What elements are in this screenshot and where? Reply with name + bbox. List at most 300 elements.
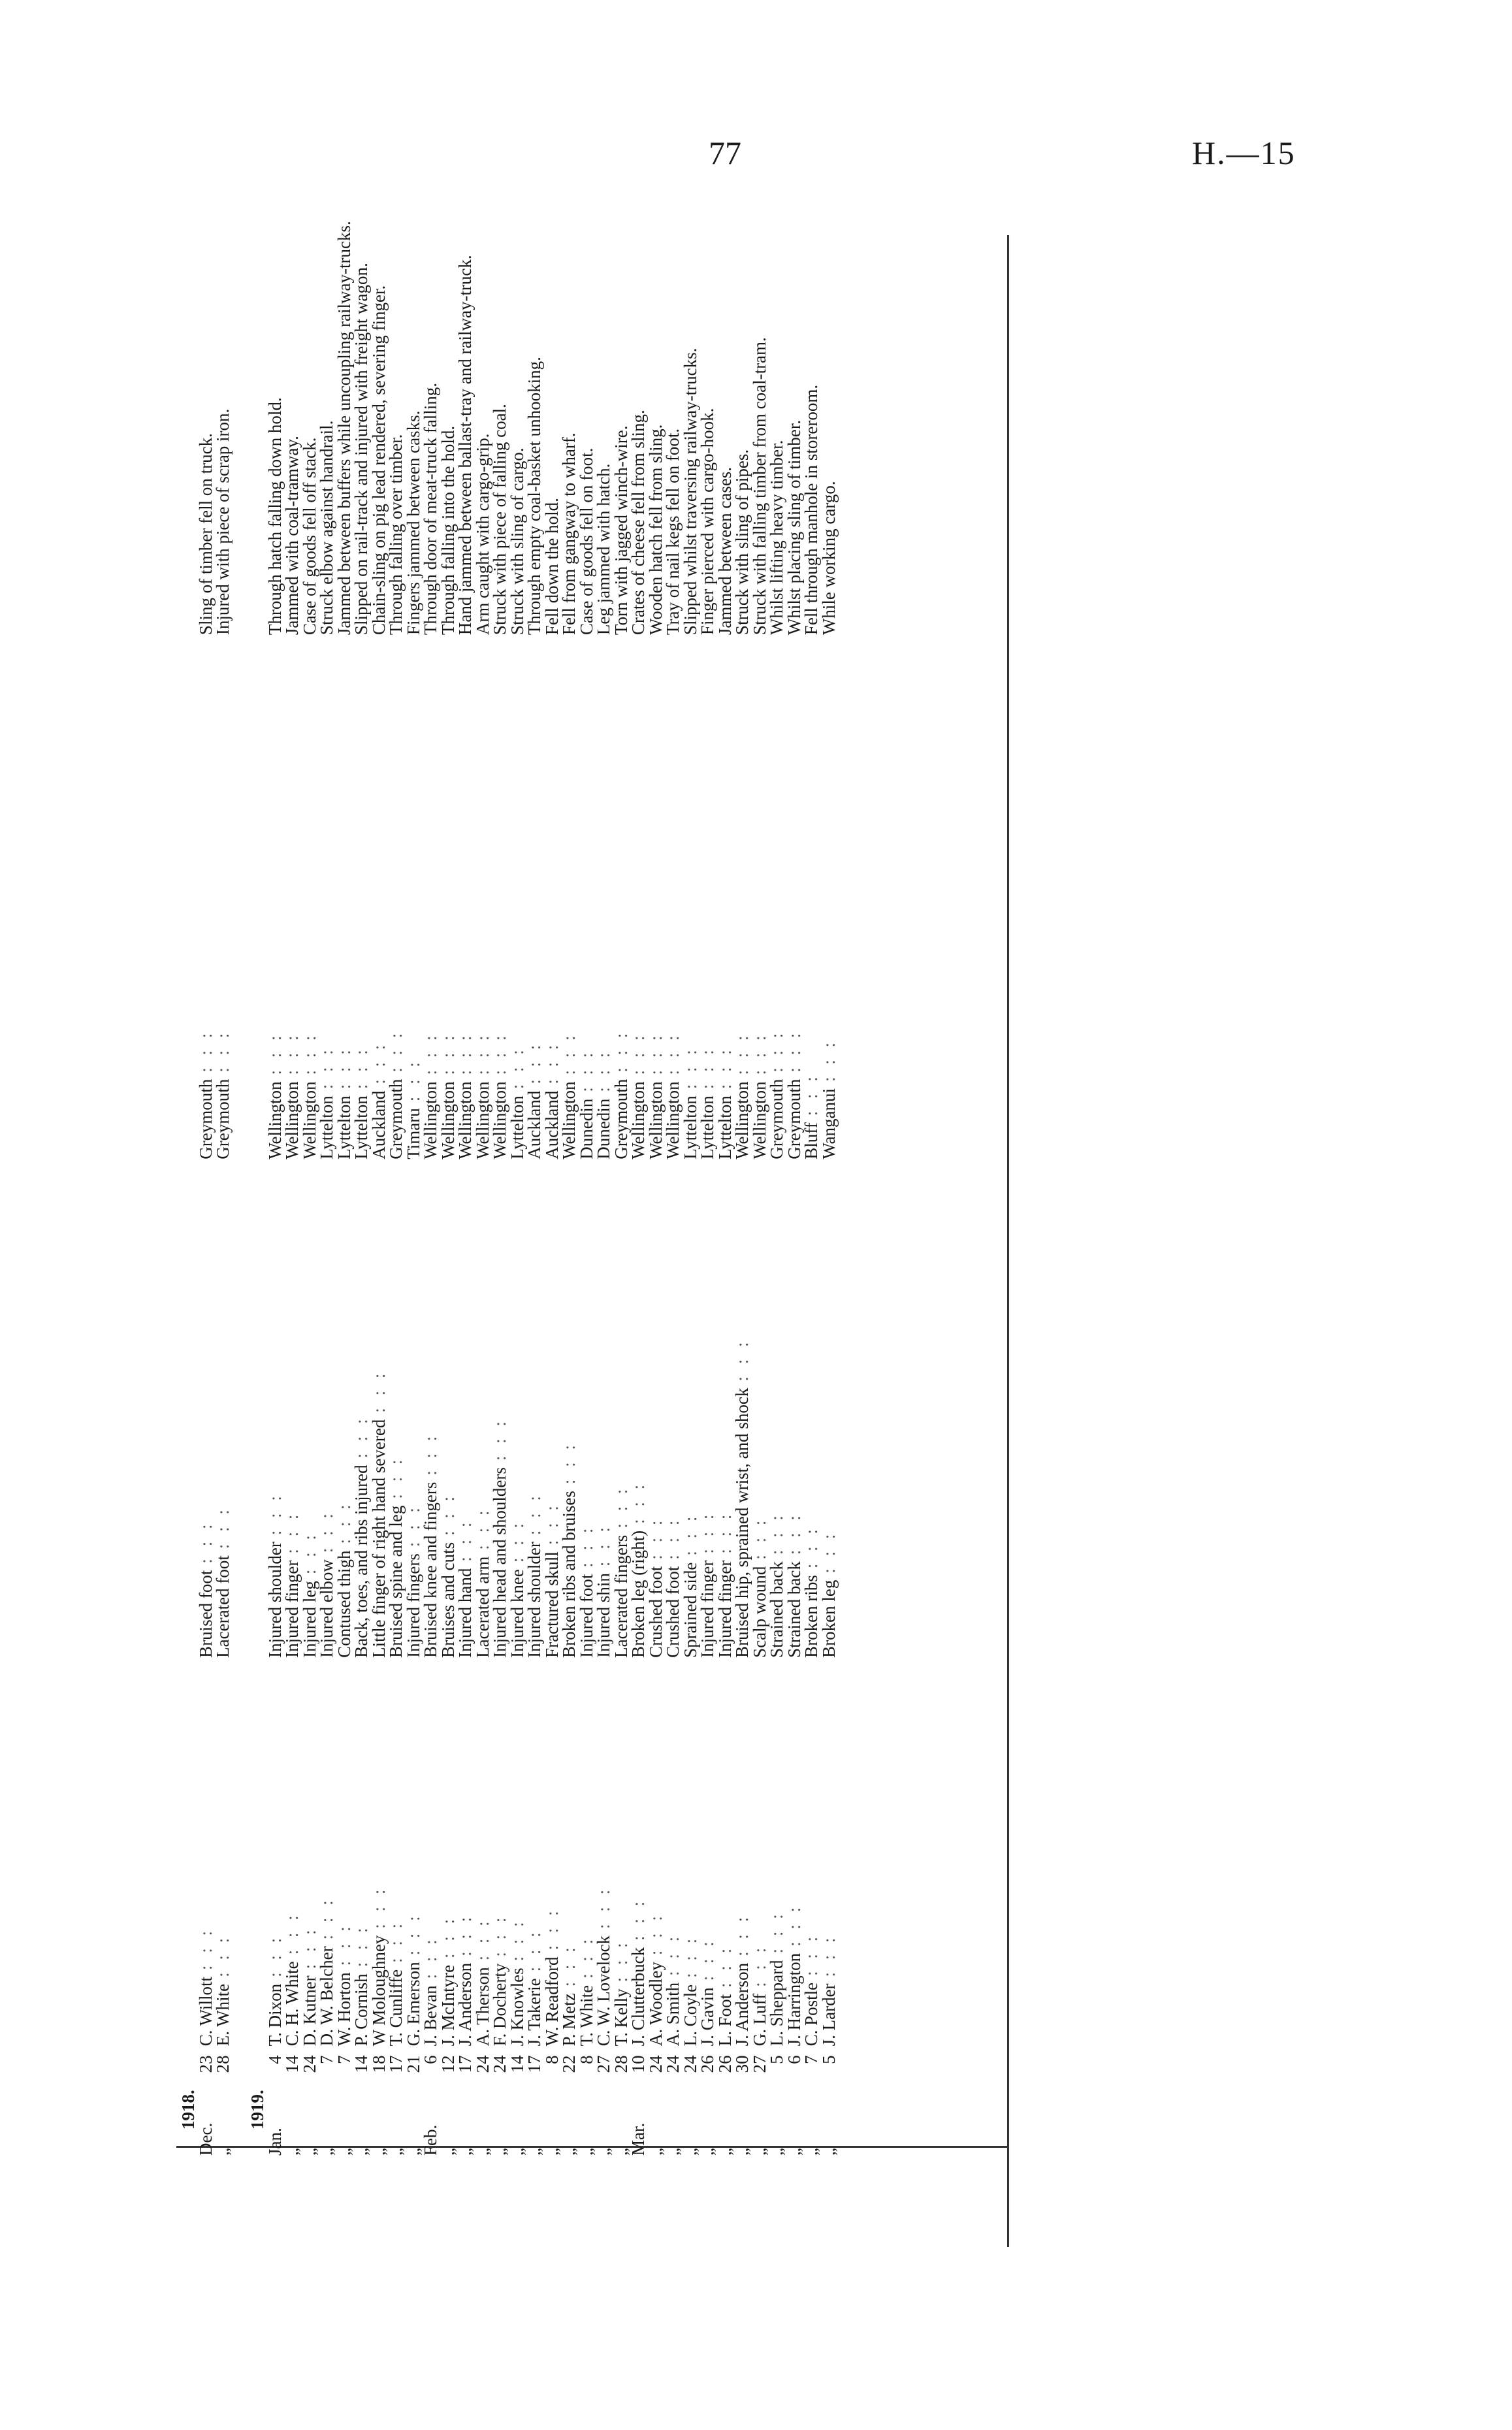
day-cell bbox=[509, 2046, 526, 2091]
name-cell-text: P. Metz bbox=[559, 1993, 579, 2047]
injury-cell bbox=[370, 1159, 388, 1658]
leader-dots: : : : bbox=[767, 1512, 786, 1555]
injury-cell bbox=[613, 1159, 630, 1658]
name-cell-text: C. H. White bbox=[282, 1961, 302, 2047]
table-row bbox=[630, 65, 647, 2156]
injury-cell bbox=[526, 1159, 543, 1658]
injury-cell bbox=[266, 1159, 284, 1658]
day-cell-text: 23 bbox=[195, 2055, 216, 2073]
injury-cell-text: Injured finger bbox=[715, 1560, 735, 1658]
cause-cell-text: Case of goods fell off stack. bbox=[299, 437, 319, 636]
leader-dots: : : : bbox=[455, 1518, 475, 1562]
day-cell-text: 21 bbox=[403, 2055, 423, 2073]
leader-dots: : : : bbox=[698, 1046, 717, 1090]
injury-cell-text: Lacerated fingers bbox=[611, 1534, 631, 1658]
month-cell-text: „ bbox=[680, 2148, 700, 2156]
injury-cell bbox=[682, 1159, 700, 1658]
leader-dots: : : : bbox=[317, 1046, 336, 1090]
injury-cell bbox=[509, 1159, 526, 1658]
injury-cell bbox=[733, 1159, 751, 1658]
leader-dots: : : : bbox=[195, 1926, 216, 1970]
cause-cell bbox=[682, 65, 700, 635]
day-cell-text: 17 bbox=[455, 2055, 475, 2073]
leader-dots: : : : bbox=[663, 1031, 683, 1075]
injury-cell-text: Bruised hip, sprained wrist, and shock bbox=[732, 1387, 752, 1658]
month-cell-text: „ bbox=[490, 2148, 509, 2156]
day-cell-text: 28 bbox=[213, 2055, 233, 2073]
name-cell bbox=[751, 1658, 769, 2047]
leader-dots: : : : bbox=[611, 1485, 631, 1529]
day-cell bbox=[699, 2046, 716, 2091]
cause-cell-text: Through empty coal-basket unhooking. bbox=[524, 357, 544, 636]
table-row bbox=[457, 65, 474, 2156]
table-row bbox=[318, 65, 336, 2156]
cause-cell-text: Slipped whilst traversing railway-trucks. bbox=[680, 348, 700, 636]
name-cell-text: J. Gavin bbox=[698, 1987, 717, 2047]
injury-cell-text: Fractured skull bbox=[541, 1551, 562, 1658]
leader-dots: : : : bbox=[680, 1934, 700, 1978]
cause-cell bbox=[440, 65, 457, 635]
section-spacer bbox=[232, 65, 249, 2156]
injury-cell-text: Strained back bbox=[767, 1561, 786, 1658]
injury-cell-text: Strained back bbox=[784, 1561, 804, 1658]
cause-cell-text: Hand jammed between ballast-tray and railway-truck. bbox=[455, 255, 475, 636]
cause-cell bbox=[803, 65, 820, 635]
month-cell bbox=[474, 2091, 492, 2156]
cause-cell-text: Torn with jagged winch-wire. bbox=[611, 425, 631, 636]
table-row bbox=[751, 65, 769, 2156]
leader-dots: : : : bbox=[490, 1913, 509, 1957]
name-cell-text: J. Takerie bbox=[524, 1978, 544, 2047]
port-cell bbox=[543, 635, 561, 1159]
table-row bbox=[526, 65, 543, 2156]
injury-cell-text: Injured shin bbox=[594, 1573, 613, 1658]
table-row bbox=[405, 65, 423, 2156]
month-cell bbox=[491, 2091, 509, 2156]
leader-dots: : : : bbox=[663, 1516, 683, 1560]
port-cell bbox=[578, 635, 596, 1159]
cause-cell bbox=[630, 65, 647, 635]
injury-cell-text: Little finger of right hand severed bbox=[368, 1419, 389, 1658]
name-cell-text: G. Emerson bbox=[403, 1962, 423, 2047]
name-cell bbox=[266, 1658, 284, 2047]
leader-dots: : : : bbox=[368, 1369, 389, 1413]
month-cell bbox=[405, 2091, 423, 2156]
cause-cell bbox=[543, 65, 561, 635]
leader-dots: : : : bbox=[698, 1510, 717, 1554]
name-cell bbox=[682, 1658, 700, 2047]
month-cell-text: „ bbox=[403, 2148, 423, 2156]
leader-dots: : : : bbox=[611, 1939, 631, 1983]
table-row bbox=[820, 65, 838, 2156]
cause-cell-text: Whilst placing sling of timber. bbox=[784, 419, 804, 636]
leader-dots: : : : bbox=[282, 1911, 302, 1955]
name-cell bbox=[336, 1658, 353, 2047]
month-cell bbox=[803, 2091, 820, 2156]
name-cell bbox=[301, 1658, 319, 2047]
cause-cell bbox=[318, 65, 336, 635]
month-cell-text: „ bbox=[767, 2148, 786, 2156]
month-cell bbox=[266, 2091, 284, 2156]
injury-cell bbox=[422, 1159, 440, 1658]
port-cell-text: Wellington bbox=[628, 1081, 648, 1159]
month-cell bbox=[595, 2091, 613, 2156]
leader-dots: : : : bbox=[282, 1031, 302, 1075]
day-cell-text: 27 bbox=[594, 2055, 613, 2073]
month-cell-text: „ bbox=[438, 2148, 458, 2156]
cause-cell bbox=[751, 65, 769, 635]
name-cell bbox=[440, 1658, 457, 2047]
cause-cell bbox=[422, 65, 440, 635]
injury-cell bbox=[405, 1159, 423, 1658]
month-cell bbox=[318, 2091, 336, 2156]
injury-cell bbox=[630, 1159, 647, 1658]
day-cell bbox=[387, 2046, 405, 2091]
day-cell-text: 24 bbox=[472, 2055, 492, 2073]
cause-cell-text: Struck with falling timber from coal-tram. bbox=[749, 337, 769, 636]
table-row bbox=[440, 65, 457, 2156]
leader-dots: : : : bbox=[541, 1907, 562, 1951]
day-cell bbox=[440, 2046, 457, 2091]
injury-cell-text: Contused thigh bbox=[334, 1550, 354, 1658]
year-heading: 1918. bbox=[178, 2090, 198, 2130]
day-cell-text: 26 bbox=[698, 2055, 717, 2073]
leader-dots: : : : bbox=[749, 1516, 769, 1560]
cause-cell-text: Leg jammed with hatch. bbox=[594, 463, 613, 636]
day-cell bbox=[733, 2046, 751, 2091]
leader-dots: : : : bbox=[594, 1885, 613, 1929]
page-number: 77 bbox=[709, 135, 741, 171]
injury-cell-text: Injured elbow bbox=[317, 1559, 336, 1658]
port-cell-text: Wellington bbox=[663, 1081, 683, 1159]
month-cell-text: „ bbox=[698, 2148, 717, 2156]
leader-dots: : : : bbox=[645, 1516, 666, 1560]
day-cell-text: 5 bbox=[767, 2055, 786, 2064]
port-cell bbox=[595, 635, 613, 1159]
name-cell bbox=[214, 1658, 232, 2047]
injury-cell bbox=[751, 1159, 769, 1658]
port-cell bbox=[509, 635, 526, 1159]
leader-dots: : : : bbox=[386, 1919, 406, 1963]
name-cell-text: L. Coyle bbox=[680, 1984, 700, 2047]
leader-dots: : : : bbox=[438, 1492, 458, 1536]
month-cell-text: „ bbox=[455, 2148, 475, 2156]
leader-dots: : : : bbox=[351, 1415, 371, 1459]
day-cell bbox=[543, 2046, 561, 2091]
leader-dots: : : : bbox=[213, 1934, 233, 1977]
cause-cell-text: Wooden hatch fell from sling. bbox=[645, 424, 666, 636]
injury-cell bbox=[353, 1159, 370, 1658]
name-cell bbox=[353, 1658, 370, 2047]
month-cell-text: „ bbox=[351, 2148, 371, 2156]
injury-cell-text: Injured finger bbox=[698, 1560, 717, 1658]
leader-dots: : : : bbox=[490, 1031, 509, 1075]
month-cell bbox=[664, 2091, 682, 2156]
name-cell-text: W. Horton bbox=[334, 1972, 354, 2047]
day-cell bbox=[491, 2046, 509, 2091]
leader-dots: : : : bbox=[195, 1029, 216, 1073]
day-cell bbox=[820, 2046, 838, 2091]
name-cell bbox=[509, 1658, 526, 2047]
leader-dots: : : : bbox=[472, 1506, 492, 1550]
leader-dots: : : : bbox=[818, 1934, 839, 1977]
table-row bbox=[543, 65, 561, 2156]
day-cell bbox=[664, 2046, 682, 2091]
table-row bbox=[803, 65, 820, 2156]
table-row bbox=[613, 65, 630, 2156]
leader-dots: : : : bbox=[541, 1502, 562, 1546]
day-cell-text: 14 bbox=[282, 2055, 302, 2073]
month-cell bbox=[716, 2091, 734, 2156]
leader-dots: : : : bbox=[732, 1031, 752, 1075]
port-cell bbox=[768, 635, 786, 1159]
leader-dots: : : : bbox=[576, 1048, 596, 1092]
day-cell-text: 6 bbox=[421, 2055, 440, 2064]
cause-cell bbox=[353, 65, 370, 635]
month-cell bbox=[336, 2091, 353, 2156]
injury-cell-text: Bruised knee and fingers bbox=[421, 1482, 440, 1658]
cause-cell-text: Fell down the hold. bbox=[541, 498, 562, 636]
day-cell-text: 14 bbox=[351, 2055, 371, 2073]
port-cell bbox=[751, 635, 769, 1159]
month-cell-text: „ bbox=[559, 2148, 579, 2156]
port-cell-text: Lyttelton bbox=[698, 1095, 717, 1159]
injury-cell-text: Bruises and cuts bbox=[438, 1542, 458, 1658]
cause-cell bbox=[387, 65, 405, 635]
month-cell-text: „ bbox=[524, 2148, 544, 2156]
leader-dots: : : : bbox=[455, 1913, 475, 1956]
port-cell bbox=[405, 635, 423, 1159]
month-cell bbox=[440, 2091, 457, 2156]
name-cell bbox=[647, 1658, 665, 2047]
month-cell bbox=[283, 2091, 301, 2156]
leader-dots: : : : bbox=[472, 1917, 492, 1961]
month-cell-text: „ bbox=[663, 2148, 683, 2156]
day-cell bbox=[630, 2046, 647, 2091]
port-cell-text: Dunedin bbox=[576, 1098, 596, 1159]
name-cell-text: C. Postle bbox=[801, 1982, 821, 2047]
injury-cell bbox=[699, 1159, 716, 1658]
name-cell bbox=[197, 1658, 215, 2047]
leader-dots: : : : bbox=[576, 1524, 596, 1568]
table-row bbox=[387, 65, 405, 2156]
leader-dots: : : : bbox=[524, 1928, 544, 1972]
day-cell-text: 7 bbox=[317, 2055, 336, 2064]
leader-dots: : : : bbox=[282, 1510, 302, 1554]
table-row bbox=[214, 65, 232, 2156]
table-row bbox=[647, 65, 665, 2156]
month-cell bbox=[197, 2091, 215, 2156]
port-cell bbox=[733, 635, 751, 1159]
day-cell bbox=[803, 2046, 820, 2091]
table-row bbox=[491, 65, 509, 2156]
leader-dots: : : : bbox=[663, 1932, 683, 1976]
leader-dots: : : : bbox=[559, 1031, 579, 1075]
leader-dots: : : : bbox=[299, 1926, 319, 1969]
port-cell-text: Dunedin bbox=[594, 1098, 613, 1159]
cause-cell bbox=[197, 65, 215, 635]
leader-dots: : : : bbox=[715, 1944, 735, 1988]
port-cell bbox=[664, 635, 682, 1159]
name-cell bbox=[733, 1658, 751, 2047]
name-cell-text: J. McIntyre bbox=[438, 1964, 458, 2047]
table-row bbox=[664, 65, 682, 2156]
leader-dots: : : : bbox=[594, 1048, 613, 1092]
day-cell-text: 22 bbox=[559, 2055, 579, 2073]
port-cell bbox=[266, 635, 284, 1159]
name-cell bbox=[578, 1658, 596, 2047]
leader-dots: : : : bbox=[351, 1924, 371, 1968]
name-cell bbox=[491, 1658, 509, 2047]
port-cell-text: Wellington bbox=[559, 1081, 579, 1159]
port-cell bbox=[630, 635, 647, 1159]
month-cell-text: Dec. bbox=[195, 2122, 216, 2156]
leader-dots: : : : bbox=[559, 1441, 579, 1485]
cause-cell-text: Struck elbow against handrail. bbox=[317, 420, 336, 636]
port-cell bbox=[318, 635, 336, 1159]
injury-cell-text: Scalp wound bbox=[749, 1566, 769, 1658]
name-cell bbox=[716, 1658, 734, 2047]
leader-dots: : : : bbox=[403, 1058, 423, 1102]
port-cell-text: Greymouth bbox=[213, 1078, 233, 1159]
name-cell-text: L. Sheppard bbox=[767, 1960, 786, 2047]
port-cell bbox=[336, 635, 353, 1159]
table-row bbox=[699, 65, 716, 2156]
month-cell bbox=[509, 2091, 526, 2156]
cause-cell-text: Through falling into the hold. bbox=[438, 425, 458, 636]
leader-dots: : : : bbox=[299, 1031, 319, 1075]
name-cell bbox=[595, 1658, 613, 2047]
injury-cell bbox=[803, 1159, 820, 1658]
day-cell bbox=[405, 2046, 423, 2091]
leader-dots: : : : bbox=[732, 1338, 752, 1382]
injury-cell bbox=[543, 1159, 561, 1658]
leader-dots: : : : bbox=[784, 1512, 804, 1555]
port-cell bbox=[422, 635, 440, 1159]
cause-cell bbox=[457, 65, 474, 635]
day-cell bbox=[353, 2046, 370, 2091]
name-cell-text: E. White bbox=[213, 1983, 233, 2047]
port-cell-text: Wellington bbox=[645, 1081, 666, 1159]
month-cell bbox=[422, 2091, 440, 2156]
name-cell-text: L. Foot bbox=[715, 1994, 735, 2047]
cause-cell bbox=[474, 65, 492, 635]
port-cell-text: Greymouth bbox=[195, 1078, 216, 1159]
cause-cell bbox=[578, 65, 596, 635]
port-cell bbox=[301, 635, 319, 1159]
injury-cell-text: Bruised foot bbox=[195, 1570, 216, 1658]
leader-dots: : : : bbox=[524, 1041, 544, 1084]
injury-cell-text: Injured leg bbox=[299, 1581, 319, 1658]
port-cell-text: Greymouth bbox=[784, 1078, 804, 1159]
month-cell bbox=[543, 2091, 561, 2156]
table-row bbox=[733, 65, 751, 2156]
leader-dots: : : : bbox=[507, 1046, 527, 1090]
cause-cell-text: Struck with sling of pipes. bbox=[732, 449, 752, 636]
leader-dots: : : : bbox=[403, 1912, 423, 1956]
day-cell bbox=[751, 2046, 769, 2091]
cause-cell-text: Slipped on rail-track and injured with freight wagon. bbox=[351, 263, 371, 636]
name-cell-text: J. Anderson bbox=[732, 1962, 752, 2047]
month-cell-text: „ bbox=[732, 2148, 752, 2156]
injury-cell bbox=[768, 1159, 786, 1658]
leader-dots: : : : bbox=[334, 1500, 354, 1544]
leader-dots: : : : bbox=[317, 1510, 336, 1553]
cause-cell-text: Jammed with coal-tramway. bbox=[282, 436, 302, 636]
leader-dots: : : : bbox=[784, 1029, 804, 1073]
day-cell bbox=[197, 2046, 215, 2091]
leader-dots: : : : bbox=[628, 1897, 648, 1941]
leader-dots: : : : bbox=[645, 1031, 666, 1075]
cause-cell-text: Case of goods fell on foot. bbox=[576, 447, 596, 636]
leader-dots: : : : bbox=[594, 1523, 613, 1567]
injury-cell-text: Broken ribs bbox=[801, 1575, 821, 1658]
leader-dots: : : : bbox=[715, 1046, 735, 1090]
day-cell bbox=[647, 2046, 665, 2091]
leader-dots: : : : bbox=[265, 1031, 285, 1075]
name-cell bbox=[526, 1658, 543, 2047]
leader-dots: : : : bbox=[421, 1432, 440, 1476]
cause-cell-text: Chain-sling on pig lead rendered, severing finger. bbox=[368, 285, 389, 636]
injury-cell-text: Injured hand bbox=[455, 1568, 475, 1658]
injury-cell-text: Broken ribs and bruises bbox=[559, 1491, 579, 1658]
name-cell-text: J. Harrington bbox=[784, 1952, 804, 2047]
leader-dots: : : : bbox=[784, 1903, 804, 1947]
injury-cell bbox=[387, 1159, 405, 1658]
table-row bbox=[509, 65, 526, 2156]
injury-cell bbox=[474, 1159, 492, 1658]
injury-cell bbox=[318, 1159, 336, 1658]
month-cell bbox=[820, 2091, 838, 2156]
cause-cell bbox=[768, 65, 786, 635]
injury-cell-text: Injured foot bbox=[576, 1574, 596, 1658]
day-cell bbox=[370, 2046, 388, 2091]
leader-dots: : : : bbox=[368, 1885, 389, 1929]
port-cell bbox=[699, 635, 716, 1159]
day-cell-text: 27 bbox=[749, 2055, 769, 2073]
injury-cell bbox=[214, 1159, 232, 1658]
leader-dots: : : : bbox=[715, 1510, 735, 1554]
day-cell-text: 8 bbox=[576, 2055, 596, 2064]
day-cell bbox=[474, 2046, 492, 2091]
month-cell-text: „ bbox=[645, 2148, 666, 2156]
cause-cell bbox=[509, 65, 526, 635]
name-cell bbox=[613, 1658, 630, 2047]
cause-cell bbox=[664, 65, 682, 635]
leader-dots: : : : bbox=[403, 1504, 423, 1547]
day-cell bbox=[266, 2046, 284, 2091]
day-cell bbox=[578, 2046, 596, 2091]
month-cell-text: „ bbox=[386, 2148, 406, 2156]
month-cell bbox=[682, 2091, 700, 2156]
name-cell bbox=[283, 1658, 301, 2047]
name-cell-text: F. Docherty bbox=[490, 1963, 509, 2047]
day-cell-text: 7 bbox=[334, 2055, 354, 2064]
leader-dots: : : : bbox=[213, 1506, 233, 1549]
table-row bbox=[422, 65, 440, 2156]
port-cell-text: Bluff bbox=[801, 1122, 821, 1159]
table-row bbox=[768, 65, 786, 2156]
cause-cell-text: Tray of nail kegs fell on foot. bbox=[663, 428, 683, 636]
cause-cell-text: Sling of timber fell on truck. bbox=[195, 433, 216, 636]
day-cell-text: 4 bbox=[265, 2055, 285, 2064]
cause-cell bbox=[370, 65, 388, 635]
day-cell bbox=[613, 2046, 630, 2091]
table-row bbox=[197, 65, 215, 2156]
name-cell-text: P. Cornish bbox=[351, 1973, 371, 2047]
leader-dots: : : : bbox=[455, 1031, 475, 1075]
injury-cell bbox=[595, 1159, 613, 1658]
